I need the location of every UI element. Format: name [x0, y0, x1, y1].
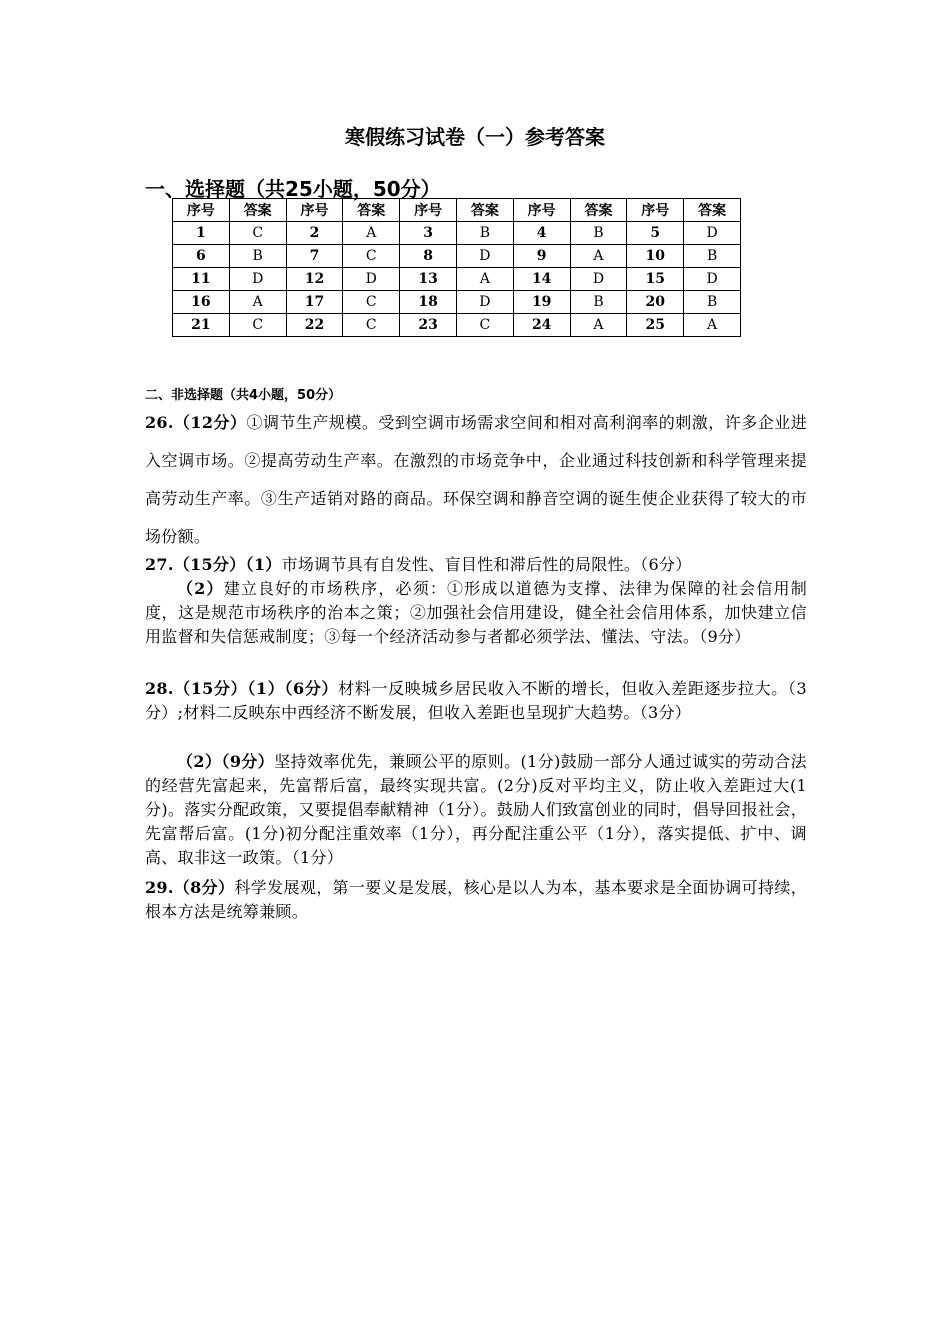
question-number-cell: 14	[513, 268, 570, 291]
question-number-cell: 3	[400, 222, 457, 245]
question-number-cell: 20	[627, 291, 684, 314]
answer-cell: D	[570, 268, 627, 291]
answer-cell: B	[456, 222, 513, 245]
question-number-cell: 10	[627, 245, 684, 268]
answer-cell: A	[684, 314, 741, 337]
answer-cell: B	[684, 291, 741, 314]
question-26-answer	[145, 404, 807, 556]
question-29-label: 29.（8分）	[145, 878, 235, 897]
answer-cell: A	[570, 245, 627, 268]
table-header-row	[173, 199, 741, 222]
table-row	[173, 222, 741, 245]
answer-cell: A	[343, 222, 400, 245]
column-header-no: 序号	[286, 199, 343, 222]
answer-cell: B	[570, 222, 627, 245]
question-number-cell: 8	[400, 245, 457, 268]
answer-cell: A	[456, 268, 513, 291]
question-number-cell: 23	[400, 314, 457, 337]
section2-heading: 二、非选择题（共4小题，50分）	[145, 388, 342, 403]
answer-cell: D	[343, 268, 400, 291]
question-number-cell: 16	[173, 291, 230, 314]
answer-table	[172, 198, 741, 337]
answer-cell: D	[684, 222, 741, 245]
page-title: 寒假练习试卷（一）参考答案	[345, 125, 605, 149]
question-number-cell: 24	[513, 314, 570, 337]
question-number-cell: 11	[173, 268, 230, 291]
table-row	[173, 314, 741, 337]
question-27-sub1-text: 市场调节具有自发性、盲目性和滞后性的局限性。（6分）	[281, 555, 692, 574]
question-27-part-2	[145, 577, 807, 649]
table-row	[173, 268, 741, 291]
question-28-sub2-text: 坚持效率优先，兼顾公平的原则。(1分)鼓励一部分人通过诚实的劳动合法的经营先富起来，先富帮后富，最终实现共富。(2分)反对平均主义，防止收入差距过大(1分)。落实分配政策，又要提倡奉献精神（1分）。鼓励人们致富创业的同时，倡导回报社会，先富帮后富。(1分)初分配注重效率（1分），再分配注重公平（1分），落实提低、扩中、调高、取非这一政策。（1分）	[145, 752, 807, 867]
question-26-label: 26.（12分）	[145, 413, 247, 432]
column-header-answer: 答案	[570, 199, 627, 222]
question-number-cell: 9	[513, 245, 570, 268]
question-26-text: ①调节生产规模。受到空调市场需求空间和相对高利润率的刺激，许多企业进入空调市场。②提高劳动生产率。在激烈的市场竞争中，企业通过科技创新和科学管理来提高劳动生产率。③生产适销对路的商品。环保空调和静音空调的诞生使企业获得了较大的市场份额。	[145, 413, 807, 546]
question-27-sub1-label: （1）	[245, 555, 282, 574]
question-number-cell: 19	[513, 291, 570, 314]
question-27-answer	[145, 553, 807, 649]
question-28-sub1-text: 材料一反映城乡居民收入不断的增长，但收入差距逐步拉大。（3分）;材料二反映东中西经济不断发展，但收入差距也呈现扩大趋势。（3分）	[145, 679, 807, 722]
question-29-answer	[145, 876, 807, 924]
question-27-sub2-text: 建立良好的市场秩序，必须：①形成以道德为支撑、法律为保障的社会信用制度，这是规范市场秩序的治本之策；②加强社会信用建设，健全社会信用体系，加快建立信用监督和失信惩戒制度；③每一个经济活动参与者都必须学法、懂法、守法。（9分）	[145, 579, 807, 646]
column-header-answer: 答案	[684, 199, 741, 222]
answer-cell: C	[343, 291, 400, 314]
answer-cell: C	[229, 222, 286, 245]
answer-cell: A	[570, 314, 627, 337]
question-number-cell: 13	[400, 268, 457, 291]
column-header-no: 序号	[513, 199, 570, 222]
column-header-answer: 答案	[456, 199, 513, 222]
answer-cell: B	[684, 245, 741, 268]
table-row	[173, 291, 741, 314]
question-number-cell: 17	[286, 291, 343, 314]
question-28-answer	[145, 677, 807, 725]
question-number-cell: 7	[286, 245, 343, 268]
question-27-sub2-label: （2）	[177, 579, 224, 598]
column-header-no: 序号	[173, 199, 230, 222]
question-number-cell: 1	[173, 222, 230, 245]
answer-table-body	[173, 222, 741, 337]
section1-heading: 一、选择题（共25小题，50分）	[145, 177, 441, 201]
table-row	[173, 245, 741, 268]
question-28-part-2	[145, 750, 807, 870]
question-number-cell: 5	[627, 222, 684, 245]
column-header-no: 序号	[400, 199, 457, 222]
question-28-sub2-label: （2）（9分）	[177, 752, 275, 771]
column-header-no: 序号	[627, 199, 684, 222]
answer-cell: D	[456, 291, 513, 314]
answer-cell: A	[229, 291, 286, 314]
answer-cell: C	[343, 245, 400, 268]
question-number-cell: 12	[286, 268, 343, 291]
question-number-cell: 2	[286, 222, 343, 245]
answer-cell: B	[229, 245, 286, 268]
answer-cell: D	[229, 268, 286, 291]
column-header-answer: 答案	[229, 199, 286, 222]
question-number-cell: 25	[627, 314, 684, 337]
question-27-part-1	[145, 553, 807, 577]
question-29-text: 科学发展观，第一要义是发展，核心是以人为本，基本要求是全面协调可持续，根本方法是统筹兼顾。	[145, 878, 807, 921]
question-number-cell: 21	[173, 314, 230, 337]
answer-cell: C	[343, 314, 400, 337]
answer-cell: D	[684, 268, 741, 291]
question-27-label: 27.（15分）	[145, 555, 246, 574]
question-28-label: 28.（15分）	[145, 679, 248, 698]
question-number-cell: 18	[400, 291, 457, 314]
question-number-cell: 6	[173, 245, 230, 268]
answer-cell: B	[570, 291, 627, 314]
question-number-cell: 4	[513, 222, 570, 245]
question-number-cell: 22	[286, 314, 343, 337]
question-number-cell: 15	[627, 268, 684, 291]
column-header-answer: 答案	[343, 199, 400, 222]
question-28-sub1-label: （1）（6分）	[247, 679, 339, 698]
answer-cell: C	[229, 314, 286, 337]
answer-cell: C	[456, 314, 513, 337]
answer-cell: D	[456, 245, 513, 268]
